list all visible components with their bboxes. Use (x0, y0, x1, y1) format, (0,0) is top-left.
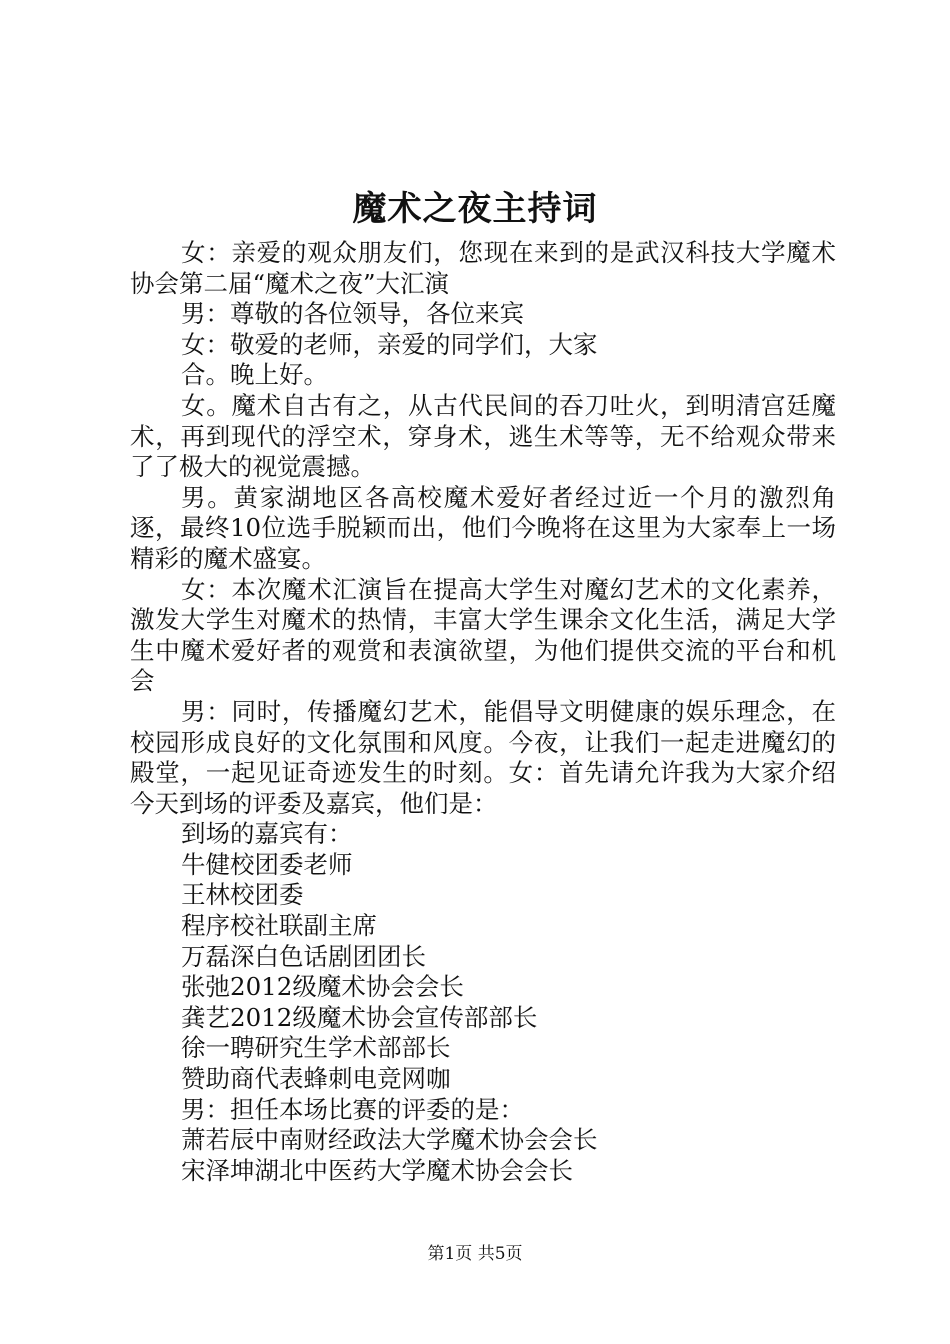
list-line: 到场的嘉宾有： (181, 819, 353, 849)
paragraph: 女：敬爱的老师，亲爱的同学们，大家 (181, 329, 598, 359)
paragraph: 女：本次魔术汇演旨在提高大学生对魔幻艺术的文化素养，激发大学生对魔术的热情，丰富大学生课余文化生活，满足大学生中魔术爱好者的观赏和表演欲望，为他们提供交流的平台和机会 (130, 574, 836, 696)
document-title: 魔术之夜主持词 (352, 189, 598, 229)
list-line: 男：担任本场比赛的评委的是： (181, 1094, 524, 1124)
paragraph: 男：同时，传播魔幻艺术，能倡导文明健康的娱乐理念，在校园形成良好的文化氛围和风度。今夜，让我们一起走进魔幻的殿堂，一起见证奇迹发生的时刻。女：首先请允许我为大家介绍今天到场的评委及嘉宾，他们是： (130, 696, 836, 818)
list-line: 万磊深白色话剧团团长 (181, 941, 426, 971)
list-line: 龚艺2012级魔术协会宣传部部长 (181, 1002, 538, 1032)
list-line: 程序校社联副主席 (181, 911, 377, 941)
list-line: 张弛2012级魔术协会会长 (181, 972, 464, 1002)
document-body (130, 238, 836, 1186)
paragraph: 男：尊敬的各位领导，各位来宾 (181, 299, 524, 329)
list-line: 徐一聘研究生学术部部长 (181, 1033, 451, 1063)
paragraph: 男。黄家湖地区各高校魔术爱好者经过近一个月的激烈角逐，最终10位选手脱颖而出，他们今晚将在这里为大家奉上一场精彩的魔术盛宴。 (130, 482, 836, 573)
list-line: 宋泽坤湖北中医药大学魔术协会会长 (181, 1155, 573, 1185)
list-line: 赞助商代表蜂刺电竞网咖 (181, 1064, 451, 1094)
list-line: 萧若辰中南财经政法大学魔术协会会长 (181, 1125, 598, 1155)
paragraph: 合。晚上好。 (181, 360, 328, 390)
paragraph: 女：亲爱的观众朋友们，您现在来到的是武汉科技大学魔术协会第二届“魔术之夜”大汇演 (130, 238, 836, 298)
page-number-footer: 第1页 共5页 (427, 1244, 523, 1264)
paragraph: 女。魔术自古有之，从古代民间的吞刀吐火，到明清宫廷魔术，再到现代的浮空术，穿身术，逃生术等等，无不给观众带来了了极大的视觉震撼。 (130, 390, 836, 482)
list-line: 王林校团委 (181, 880, 304, 910)
list-line: 牛健校团委老师 (181, 849, 353, 879)
